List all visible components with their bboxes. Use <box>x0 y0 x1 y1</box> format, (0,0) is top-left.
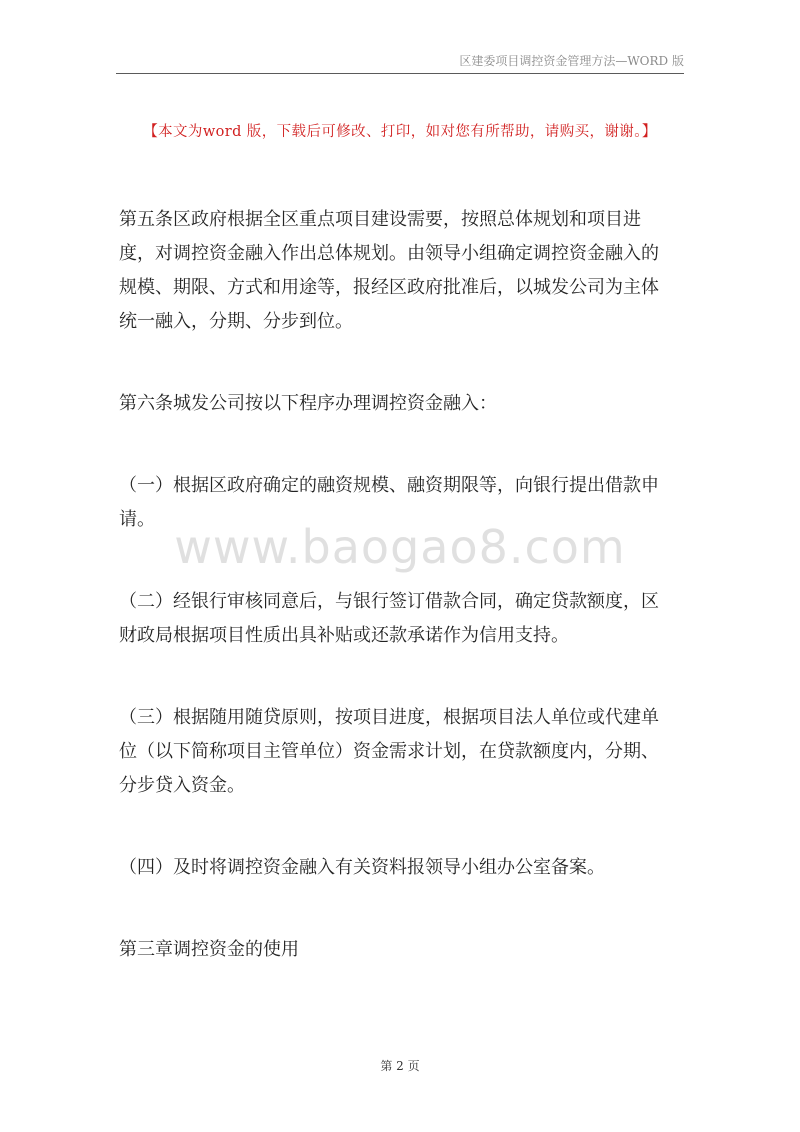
text-line: （一）根据区政府确定的融资规模、融资期限等，向银行提出借款申 <box>119 475 659 496</box>
text-line: （三）根据随用随贷原则，按项目进度，根据项目法人单位或代建单 <box>119 707 659 728</box>
header-divider <box>116 73 684 74</box>
text-line: 统一融入，分期、分步到位。 <box>119 311 353 332</box>
page-footer <box>0 1057 800 1074</box>
paragraph-item-4 <box>119 851 685 885</box>
paragraph-item-2 <box>119 585 685 653</box>
text-line: （二）经银行审核同意后，与银行签订借款合同，确定贷款额度，区 <box>119 591 659 612</box>
text-line: 第三章调控资金的使用 <box>119 939 299 960</box>
purchase-notice: 【本文为word 版，下载后可修改、打印，如对您有所帮助，请购买，谢谢。】 <box>143 124 657 140</box>
text-line: 规模、期限、方式和用途等，报经区政府批准后，以城发公司为主体 <box>119 277 659 298</box>
paragraph-item-3 <box>119 701 685 803</box>
watermark: www.baogao8.com <box>174 520 626 574</box>
text-line: 第六条城发公司按以下程序办理调控资金融入： <box>119 393 497 414</box>
text-line: 位（以下简称项目主管单位）资金需求计划，在贷款额度内，分期、 <box>119 741 659 762</box>
running-header <box>116 52 684 72</box>
chapter-heading <box>119 933 685 967</box>
page-number: 第 2 页 <box>380 1059 420 1073</box>
paragraph-item-1 <box>119 469 685 537</box>
paragraph-article-5 <box>119 203 685 339</box>
text-line: 度，对调控资金融入作出总体规划。由领导小组确定调控资金融入的 <box>119 243 659 264</box>
document-body <box>119 203 685 967</box>
text-line: 分步贷入资金。 <box>119 775 245 796</box>
text-line: （四）及时将调控资金融入有关资料报领导小组办公室备案。 <box>119 857 605 878</box>
text-line: 请。 <box>119 509 155 530</box>
header-title: 区建委项目调控资金管理方法—WORD 版 <box>459 54 684 68</box>
paragraph-article-6 <box>119 387 685 421</box>
text-line: 财政局根据项目性质出具补贴或还款承诺作为信用支持。 <box>119 625 569 646</box>
text-line: 第五条区政府根据全区重点项目建设需要，按照总体规划和项目进 <box>119 209 641 230</box>
